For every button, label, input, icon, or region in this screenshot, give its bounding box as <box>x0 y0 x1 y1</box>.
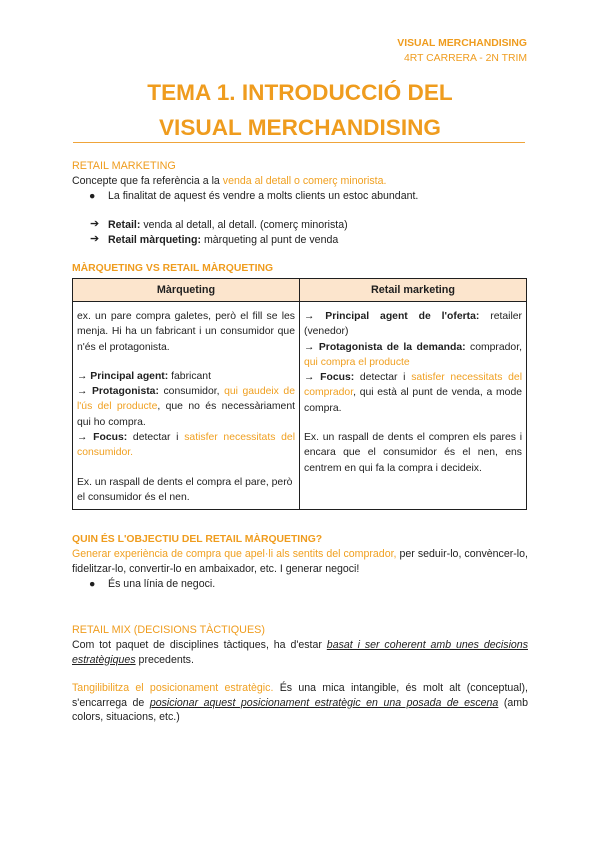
definition: màrqueting al punt de venda <box>201 233 339 246</box>
retail-mix-paragraph-1 <box>72 638 528 667</box>
example-text-2: Ex. un raspall de dents el compren els pares i encara que el consumidor és el nen, ens centrem en qui fa la compra i decideix. <box>304 432 522 474</box>
section-retail-marketing <box>72 159 528 247</box>
bullet-icon: ● <box>89 577 96 590</box>
highlight: Tangilibilitza el posicionament estratègic. <box>72 682 274 695</box>
title-line-1: TEMA 1. INTRODUCCIÓ DEL <box>147 80 453 105</box>
page-title <box>0 75 600 145</box>
highlight: Generar experiència de compra que apel·li als sentits del comprador, <box>72 548 397 561</box>
column-header-retail: Retail marketing <box>300 279 527 302</box>
section-heading: RETAIL MIX (DECISIONS TÀCTIQUES) <box>72 624 265 636</box>
column-header-marqueting: Màrqueting <box>73 279 300 302</box>
example-text-2: Ex. un raspall de dents el compra el pare, però el consumidor és el nen. <box>77 476 293 503</box>
agent-line: → Principal agent de l'oferta: retailer (venedor) <box>304 311 522 338</box>
arrow-item-retail-marqueting <box>72 233 528 248</box>
paragraph-text-end: precedents. <box>135 653 194 666</box>
paragraph-text: És una mica intangible, és molt alt (conceptual), s'encarrega de <box>72 682 529 709</box>
term: Principal agent de l'oferta: <box>325 311 480 322</box>
title-divider <box>73 142 525 143</box>
section-objective <box>72 533 528 591</box>
definition: comprador, <box>465 341 522 353</box>
concept-text: Concepte que fa referència a la <box>72 174 223 187</box>
highlight: satisfer necessitats del consumidor. <box>77 432 296 459</box>
term: Protagonista de la demanda: <box>318 341 466 353</box>
header-subject: VISUAL MERCHANDISING <box>397 38 527 49</box>
highlight: qui gaudeix de l'ús del producte <box>77 386 295 413</box>
arrow-right-icon: ➔ <box>90 232 100 245</box>
list-item-text: La finalitat de aquest és vendre a molts clients un estoc abundant. <box>108 189 419 202</box>
retail-mix-paragraph-2 <box>72 681 528 725</box>
definition: detectar i <box>127 432 185 444</box>
definition-end: , qui està al punt de venda, a mode compra. <box>304 387 522 414</box>
document-header <box>397 36 527 66</box>
paragraph-text: Com tot paquet de disciplines tàctiques, ha d'estar <box>72 638 327 651</box>
cell-retail <box>300 302 527 510</box>
comparison-heading-wrap <box>72 262 528 276</box>
term: Retail màrqueting: <box>108 233 202 246</box>
term: Protagonista: <box>91 386 159 398</box>
definition: venda al detall, al detall. (comerç minorista) <box>140 219 348 232</box>
objective-paragraph <box>72 547 528 576</box>
underlined-text: basat i ser coherent amb unes decisions estratègiques <box>72 638 528 666</box>
list-item-text: És una línia de negoci. <box>108 577 216 590</box>
arrow-right-icon: ➔ <box>90 218 100 231</box>
focus-line: → Focus: detectar i satisfer necessitats del consumidor. <box>77 432 296 459</box>
concept-paragraph <box>72 174 528 189</box>
section-retail-mix <box>72 623 528 725</box>
cell-marqueting <box>73 302 300 510</box>
focus-line: → Focus: detectar i satisfer necessitats del comprador, qui està al punt de venda, a mode compra. <box>304 372 523 414</box>
list-item <box>72 189 528 204</box>
comparison-table <box>72 278 527 510</box>
highlight: qui compra el producte <box>304 356 410 368</box>
concept-highlight: venda al detall o comerç minorista. <box>222 174 387 187</box>
paragraph-text: per seduir-lo, convèncer-lo, fidelitzar-lo, convertir-lo en ambaixador, etc. I generar negoci! <box>72 548 528 575</box>
term: Retail: <box>108 219 141 232</box>
example-text: ex. un pare compra galetes, però el fill se les menja. Hi ha un fabricant i un consumidor que n'és el protagonista. <box>77 311 295 353</box>
term: Focus: <box>93 432 128 444</box>
comparison-heading: MÀRQUETING VS RETAIL MÀRQUETING <box>72 263 274 274</box>
underlined-text: posicionar aquest posicionament estratègic en una posada de escena <box>149 696 499 709</box>
definition: retailer (venedor) <box>304 311 522 338</box>
agent-line: → Principal agent: fabricant <box>77 370 211 382</box>
arrow-item-retail <box>72 218 528 233</box>
term: Focus: <box>320 372 355 384</box>
definition: fabricant <box>168 370 211 382</box>
demand-line: → Protagonista de la demanda: comprador, qui compra el producte <box>304 341 522 368</box>
term: Principal agent: <box>90 370 169 382</box>
section-heading: QUIN ÉS L'OBJECTIU DEL RETAIL MÀRQUETING? <box>72 534 323 545</box>
definition: consumidor, <box>158 386 225 398</box>
protagonist-line: → Protagonista: consumidor, qui gaudeix de l'ús del producte, que no és necessàriament qui ho compra. <box>77 386 295 428</box>
bullet-icon: ● <box>89 189 96 202</box>
list-item <box>72 577 528 592</box>
paragraph-text-end: (amb colors, situacions, etc.) <box>72 696 528 724</box>
definition-end: , que no és necessàriament qui ho compra. <box>77 401 295 428</box>
definition: detectar i <box>354 372 412 384</box>
section-heading: RETAIL MARKETING <box>72 160 176 172</box>
highlight: satisfer necessitats del comprador <box>304 372 523 399</box>
header-course: 4RT CARRERA - 2N TRIM <box>404 53 527 65</box>
title-line-2: VISUAL MERCHANDISING <box>158 115 442 141</box>
